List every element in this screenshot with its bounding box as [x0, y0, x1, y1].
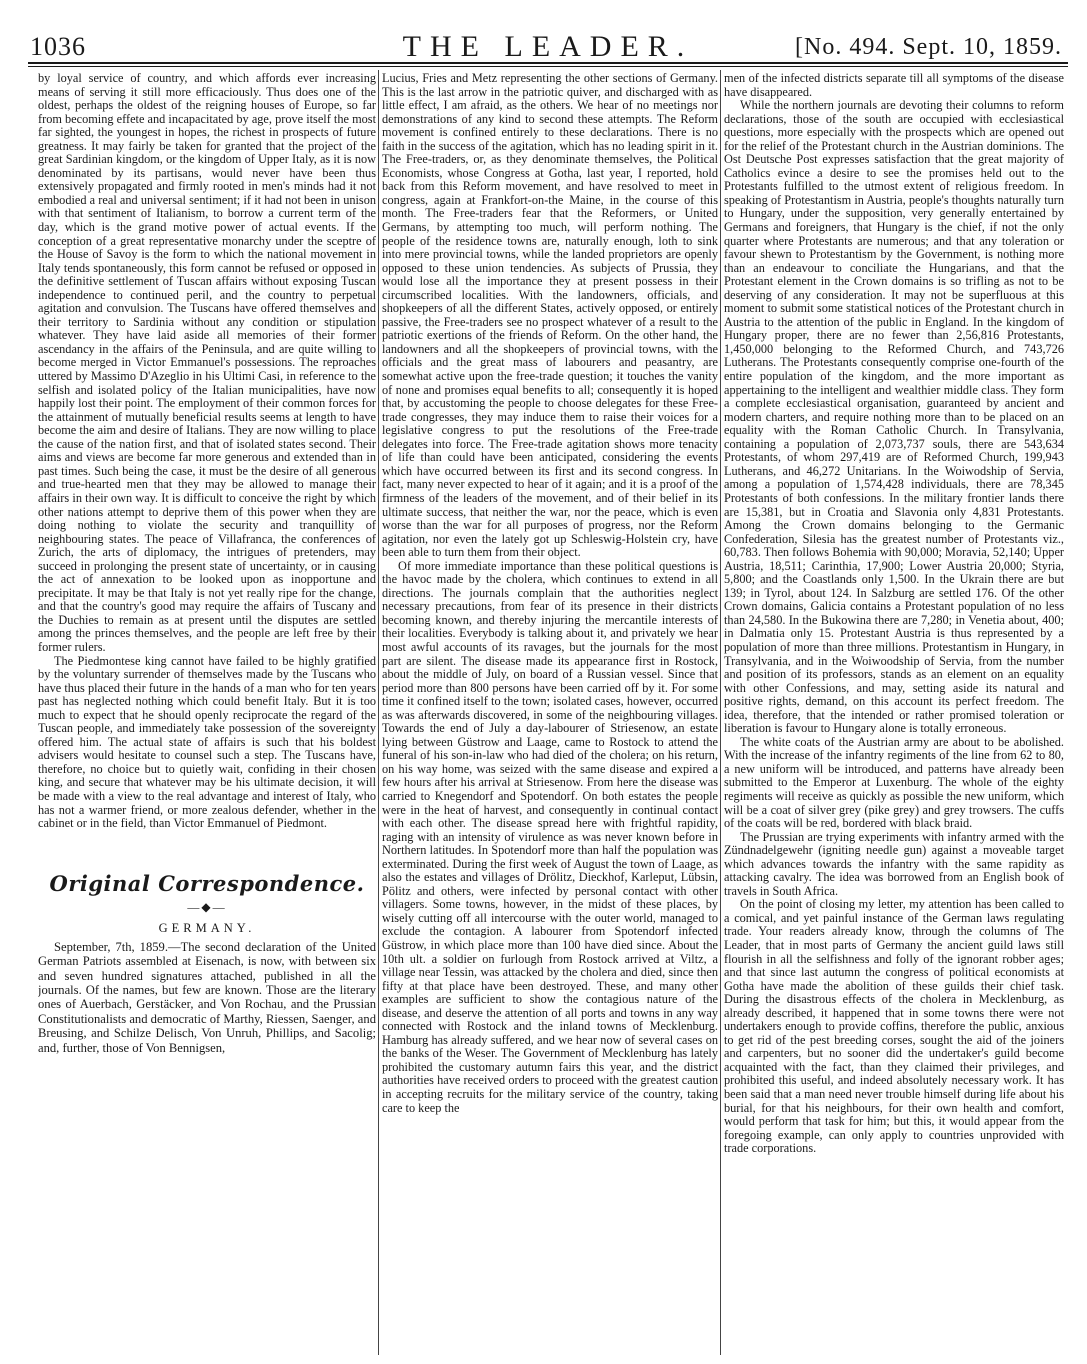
column-divider: [378, 70, 379, 1355]
issue-date: [No. 494. Sept. 10, 1859.: [795, 34, 1062, 60]
column-divider: [720, 70, 721, 1355]
paragraph: Of more immediate importance than these political questions is the havoc made by the cholera, which continues to extend in all directions. The journals complain that the authorities neglect necessary precautions, from fear of its presence in their districts becoming known, and thereby injuring the mercantile interests of their localities. Everybody is talking about it, and privately we hear most awful accounts of its ravages, but the journals for the most part are silent. The disease made its appearance first in Rostock, about the middle of July, on board of a Russian vessel. Since that period more than 800 persons have been carried off by it. For some time it confined itself to the town; isolated cases, however, occurred as was afterwards discovered, in some of the neighbouring villages. Towards the end of July a day-labourer of Striesenow, an estate lying between Güstrow and Laage, came to Rostock to attend the funeral of his son-in-law who had died of the cholera; on his return, on his way home, was seized with the same disease and expired a few hours after his arrival at Striesenow. From here the disease was carried to Knegendorf and Spotendorf. On both estates the people were in the heat of harvest, and consequently in continual contact with each other. The disease spread here with frightful rapidity, raging with an intensity of virulence as was never known before in Northern latitudes. In Spotendorf more than half the population was exterminated. During the first week of August the town of Laage, as also the estates and villages of Drölitz, Dieckhof, Karleput, Lübsin, Pölitz and others, were infected by personal contact with other villagers. Some towns, however, in the midst of these places, by wisely cutting off all intercourse with the outer world, managed to exclude the contagion. A labourer from Spotendorf infected Güstrow, in which place more than 100 have died since. About the 10th ult. a soldier on furlough from Rostock arrived at Viltz, a village near Tessin, was attacked by the cholera and died, since then fifty at that place have been destroyed. These, and many other examples are sufficient to show the contagious nature of the disease, and deserve the attention of all ports and towns in any way connected with Rostock and the inland towns of Mecklenburg. Hamburg has already suffered, and we hear now of several cases on the banks of the Weser. The Government of Mecklenburg has lately prohibited the customary autumn fairs this year, and the district authorities have received orders to proceed with the greatest caution in accepting recruits for the military service of the country, taking care to keep the: [382, 558, 718, 1115]
paragraph: While the northern journals are devoting their columns to reform declarations, those of the south are occupied with ecclesiastical questions, more especially with the prospects which are opened out for the relief of the Protestant church in the Austrian dominions. The Ost Deutsche Post expresses satisfaction that the great majority of Catholics evince a desire to see the promises held out to the Protestants fulfilled to the utmost extent of religious freedom. In speaking of Protestantism in Austria, people's thoughts naturally turn to Hungary, under the supposition, very generally entertained by Germans and foreigners, that Hungary is the chief, if not the only quarter where Protestants are numerous; and that any toleration or favour shewn to Protestantism by the Government, is nothing more than an endeavour to conciliate the Hungarians, and that the Protestant element in the Crown domains is so trifling as not to be deserving of any consideration. It may not be superfluous at this moment to submit some statistical notices of the Protestant church in Austria to the attention of the public in England. In the kingdom of Hungary proper, there are no fewer than 2,56,816 Protestants, 1,450,000 belonging to the Reformed Church, and 743,726 Lutherans. The Protestants consequently comprise one-fourth of the entire population of the kingdom, and the more important as appertaining to the intelligent and wealthier middle class. They form a complete ecclesiastical organisation, guaranteed by ancient and modern charters, and require nothing more than to be placed on an equality with the Roman Catholic Church. In Transylvania, containing a population of 2,073,737 souls, there are 543,634 Protestants, of whom 297,419 are of Reformed Church, 199,943 Lutherans, and 46,272 Unitarians. In the Woiwodship of Servia, among a population of 1,574,428 individuals, there are 78,345 Protestants of both confessions. In the military frontier lands there are 15,381, but in Croatia and Slavonia only 4,831 Protestants. Among the Crown domains belonging to the Germanic Confederation, Silesia has the greatest number of Protestants viz., 60,783. Then follows Bohemia with 90,000; Moravia, 52,140; Upper Austria, 18,511; Carinthia, 17,900; Lower Austria 20,000; Styria, 5,800; and the Coastlands only 1,500. In the Ukrain there are but 139; in Tyrol, about 124. In Salzburg are settled 176. Of the other Crown domains, Galicia contains a Protestant population of no less than 24,580. In the Bukowina there are 7,280; in Venetia about, 400; in Dalmatia only 15. Protestant Austria is thus represented by a population of more than three millions. Protestantism in Hungary, in Transylvania, and in the Woiwoodship of Servia, from the number and position of its professors, stands as an element on an equality with other Confessions, and may, setting aside its natural and positive rights, demand, on this account its perfect freedom. The idea, therefore, that the intended or rather promised toleration or liberation is favour to Hungary alone is totally erroneous.: [724, 98, 1064, 736]
section-subtitle: GERMANY.: [158, 921, 256, 936]
header-rule-thick: [28, 62, 1068, 64]
ornament-divider: —◆—: [187, 899, 227, 914]
paragraph: Lucius, Fries and Metz representing the other sections of Germany. This is the last arrow in the patriotic quiver, and discharged with as little effect, I am afraid, as the others. We hear of no meetings nor demonstrations of any kind to second these attempts. The Reform movement is confined entirely to these declarations. There is no faith in the success of the agitation, which has no leading spirit in it. The Free-traders, or, as they denominate themselves, the Political Economists, whose Congress at Gotha, last year, I reported, hold back from this Reform movement, and have resolved to meet in congress, again at Frankfort-on-the Maine, in the course of this month. The Free-traders fear that the Reformers, or United Germans, by attempting too much, will perform nothing. The people of the residence towns are, naturally enough, loth to sink into mere provincial towns, while the landed proprietors are openly opposed to these union tendencies. As subjects of Prussia, they would lose all the importance they at present possess in their circumscribed localities. With the landowners, officials, and shopkeepers of all the different States, actively opposed, or entirely passive, the Free-traders see no prospect whatever of a result to the patriotic exertions of the friends of Reform. On the other hand, the landowners and all the shopkeepers of provincial towns, with the officials and the great mass of labourers and peasantry, are somewhat active upon the free-trade question; it touches the vanity of none and promises equal benefits to all; consequently it is hoped that, by accustoming the people to choose delegates for these Free-trade congresses, they may induce them to raise their voices for a legislative congress to put the resolutions of the Free-trade delegates into force. The Free-trade agitation shows more tenacity of life than could have been anticipated, considering the events which have occurred between its first and its second congress. In fact, many never expected to hear of it again; and it is a proof of the firmness of the leaders of the movement, and of their belief in its ultimate success, that neither the war, nor the peace, which is even worse than the war for all purposes of progress, nor the Reform agitation, nor even the lately got up Schleswig-Holstein cry, have been able to turn them from their object.: [382, 72, 718, 560]
paragraph: On the point of closing my letter, my attention has been called to a comical, and yet painful instance of the German laws regulating trade. Your readers already know, through the columns of The Leader, that in most parts of Germany the ancient guild laws still flourish in all the selfishness and folly of the ignorant robber ages; and that since last autumn the congress of political economists at Gotha have made the abolition of these guilds their chief task. During the disastrous effects of the cholera in Mecklenburg, as already described, it happened that in some towns there were not undertakers enough to provide coffins, therefore the public, anxious to get rid of the pest breeding corses, sought the aid of the joiners and carpenters, but no sooner did the undertaker's guild become acquainted with the fact, than they claimed their privileges, and prohibited this useful, and indeed absolutely necessary work. It has been said that a man need never trouble himself during life about his burial, for that his neighbours, for their own health and comfort, would perform that task for him; but this, it would appear from the foregoing example, can only apply to countries unprovided with trade corporations.: [724, 897, 1064, 1156]
paragraph: The Piedmontese king cannot have failed to be highly gratified by the voluntary surrender of themselves made by the Tuscans who have thus placed their future in the hands of a man who for ten years past has neglected nothing which could benefit Italy. But it is too much to expect that he should openly reciprocate the regard of the Tuscan people, and immediately take possession of the sovereignty offered him. The actual state of affairs is such that his boldest advisers would hesitate to counsel such a step. The Tuscans have, therefore, no choice but to quietly wait, confiding in their chosen king, and secure that whatever may be his ultimate decision, it will be made with a view to the real advantage and interest of Italy, who has not a warmer friend, or more zealous defender, whether in the cabinet or in the field, than Victor Emmanuel of Piedmont.: [38, 653, 376, 831]
paragraph: September, 7th, 1859.—The second declaration of the United German Patriots assembled at Eisenach, is now, with between six and seven hundred signatures attached, published in all the journals. Of the names, but few are known. Those are the literary ones of Auerbach, Gerstäcker, and Von Rochau, and the Prussian Constitutionalists and democratic of Marthy, Riessen, Saenger, and Breusing, and Schilze Delisch, Von Unruh, Phillips, and Sacolig; and, further, those of Von Bennigsen,: [38, 939, 376, 1055]
page-header: [28, 30, 1068, 63]
column-1: [38, 72, 376, 1354]
paragraph: The white coats of the Austrian army are about to be abolished. With the increase of the infantry regiments of the line from 62 to 80, a new uniform will be introduced, and patterns have already been submitted to the Emperor at Luxenburg. The whole of the eighty regiments will receive as quickly as possible the new uniform, which will be a coat of silver grey (pike grey) and grey trowsers. The cuffs of the coats will be red, bordered with black braid.: [724, 734, 1064, 831]
page-number: 1036: [30, 32, 86, 61]
section-title: Original Correspondence.: [49, 870, 365, 896]
column-3: [724, 72, 1064, 1354]
paragraph: men of the infected districts separate till all symptoms of the disease have disappeared.: [724, 72, 1064, 99]
paragraph: by loyal service of country, and which affords ever increasing means of serving it still more efficaciously. Thus does one of the oldest, perhaps the oldest of the reigning houses of Europe, so far from becoming effete and incapacitated by age, prove itself the most far sighted, the youngest in hopes, the richest in prospects of future greatness. It may fairly be taken for granted that the project of the great Sardinian kingdom, or the kingdom of Upper Italy, as it is now denominated by its partisans, would never have been thus extensively propagated and firmly rooted in men's minds had it not embodied a real and universal sentiment; if it had not been in unison with that sentiment of Italianism, to borrow a current term of the day, which is the grand motive power of actual events. If the conception of a great representative monarchy under the sceptre of the House of Savoy is the form to which the national movement in Italy tends spontaneously, this form cannot be refused or opposed in the definitive settlement of Tuscan affairs without exposing Tuscan independence to continued peril, and the country to perpetual agitation and convulsion. The Tuscans have offered themselves and their territory to Sardinia without any condition or stipulation whatever. They have laid aside all memories of their former ascendancy in the affairs of the Peninsula, and are quite willing to become merged in Victor Emmanuel's possessions. The reproaches uttered by Massimo D'Azeglio in his Ultimi Casi, in reference to the selfish and isolated policy of the Italian municipalities, have now happily lost their point. The employment of their common forces for the attainment of mutually beneficial results seems at length to have become the aim and desire of Italians. They are now willing to place the cause of the nation first, and that of isolated states second. Their aims and views are become far more generous and extended than in past times. Such being the case, it must be the desire of all generous and true-hearted men that they may be allowed to manage their affairs in their own way. It is difficult to conceive the right by which other nations attempt to deprive them of this power when they are doing nothing to violate the security and tranquillity of neighbouring states. The peace of Villafranca, the conferences of Zurich, the arts of diplomacy, the intrigues of pretenders, may succeed in prolonging the present state of uncertainty, or in causing the act of annexation to be looked upon as inopportune and precipitate. It may be that Italy is not yet really ripe for the change, and that the country's good may require the affairs of Tuscany and the Duchies to remain as at present until the disputes are settled among the princes themselves, and the people are left free by their former rulers.: [38, 72, 376, 654]
header-rule-thin: [28, 66, 1068, 67]
paragraph: The Prussian are trying experiments with infantry armed with the Zündnadelgewehr (igniting needle gun) against a moveable target which advances towards the infantry with the same rapidity as attacking cavalry. The idea was borrowed from an English book of travels in South Africa.: [724, 829, 1064, 898]
newspaper-title: THE LEADER.: [402, 30, 694, 63]
column-2: [382, 72, 718, 1354]
